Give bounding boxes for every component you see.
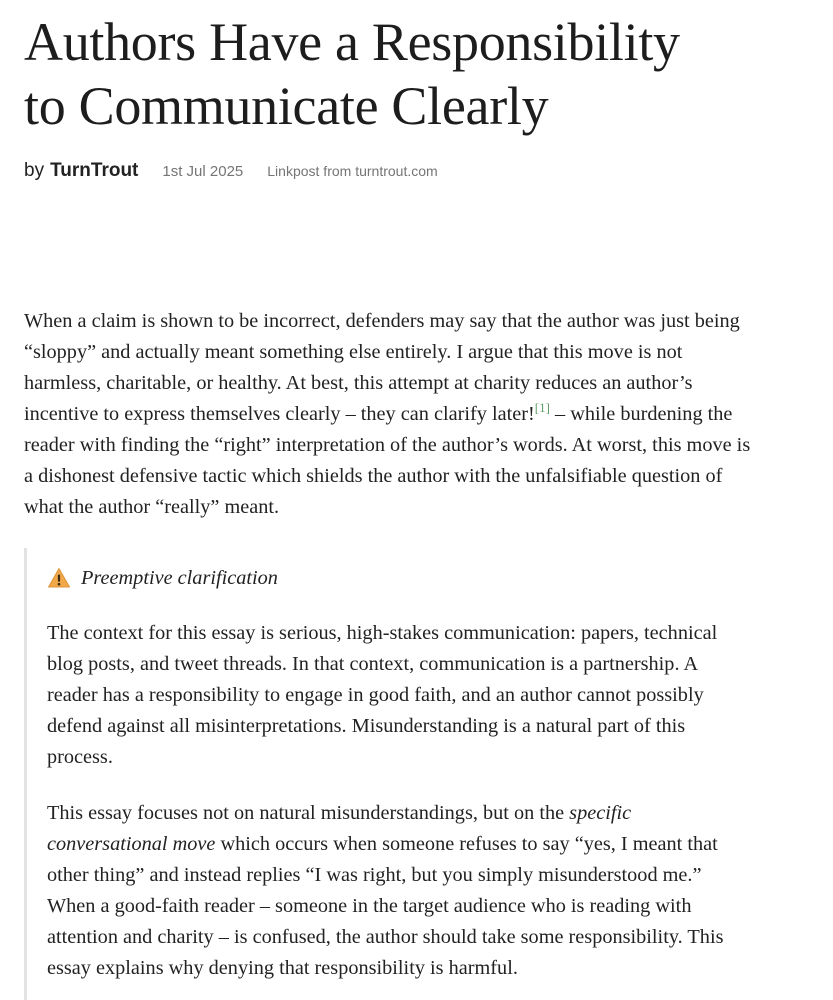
callout-p2-line-3: other thing” and instead replies “I was right, but you simply misunderstood me.”	[47, 864, 702, 886]
callout-header	[47, 566, 278, 590]
linkpost-note	[267, 163, 437, 179]
intro-line-4-start: incentive to express themselves clearly – they can clarify later!	[24, 403, 535, 425]
intro-line-3: harmless, charitable, or healthy. At best, this attempt at charity reduces an author’s	[24, 372, 693, 394]
intro-line-7: what the author “really” meant.	[24, 496, 280, 518]
linkpost-source-link[interactable]: turntrout.com	[355, 163, 438, 179]
by-label: by	[24, 160, 45, 181]
callout-p1-line-4: defend against all misinterpretations. Misunderstanding is a natural part of this	[47, 715, 686, 737]
intro-line-4	[24, 399, 833, 430]
intro-line-4-end: – while burdening the	[549, 403, 733, 425]
callout-paragraph-2	[47, 798, 723, 984]
callout-p2-emphasis-2: conversational move	[47, 833, 216, 855]
post-date: 1st Jul 2025	[162, 163, 244, 180]
intro-line-1: When a claim is shown to be incorrect, defenders may say that the author was just being	[24, 310, 740, 332]
intro-line-6: a dishonest defensive tactic which shields the author with the unfalsifiable question of	[24, 465, 723, 487]
callout-p2-emphasis-1: specific	[569, 802, 632, 824]
callout-paragraph-1	[47, 618, 717, 773]
callout-p2-line-1-start: This essay focuses not on natural misunderstandings, but on the	[47, 802, 570, 824]
callout-p1-line-5: process.	[47, 746, 113, 768]
post-title-line-2: to Communicate Clearly	[24, 76, 549, 136]
preemptive-clarification-callout	[24, 548, 833, 1000]
callout-p2-line-4: When a good-faith reader – someone in the target audience who is reading with	[47, 895, 692, 917]
intro-line-2: “sloppy” and actually meant something else entirely. I argue that this move is not	[24, 341, 683, 363]
linkpost-prefix: Linkpost from	[267, 163, 356, 179]
callout-p2-line-2-end: which occurs when someone refuses to say “yes, I meant that	[215, 833, 718, 855]
byline	[24, 160, 438, 184]
callout-p1-line-1: The context for this essay is serious, high-stakes communication: papers, technical	[47, 622, 718, 644]
author-link[interactable]: TurnTrout	[50, 160, 139, 181]
warning-icon	[47, 566, 71, 590]
post-title-line-1: Authors Have a Responsibility	[24, 12, 680, 72]
footnote-ref-1[interactable]: [1]	[534, 400, 550, 416]
intro-paragraph	[24, 306, 833, 523]
intro-line-5: reader with finding the “right” interpretation of the author’s words. At worst, this move is	[24, 434, 751, 456]
callout-p1-line-2: blog posts, and tweet threads. In that context, communication is a partnership. A	[47, 653, 699, 675]
callout-p1-line-3: reader has a responsibility to engage in good faith, and an author cannot possibly	[47, 684, 704, 706]
callout-p2-line-1	[47, 798, 723, 829]
callout-p2-line-5: attention and charity – is confused, the author should take some responsibility. This	[47, 926, 724, 948]
post-title	[24, 10, 824, 138]
callout-title: Preemptive clarification	[81, 566, 278, 589]
callout-p2-line-2	[47, 829, 723, 860]
callout-p2-line-6: essay explains why denying that responsibility is harmful.	[47, 957, 518, 979]
